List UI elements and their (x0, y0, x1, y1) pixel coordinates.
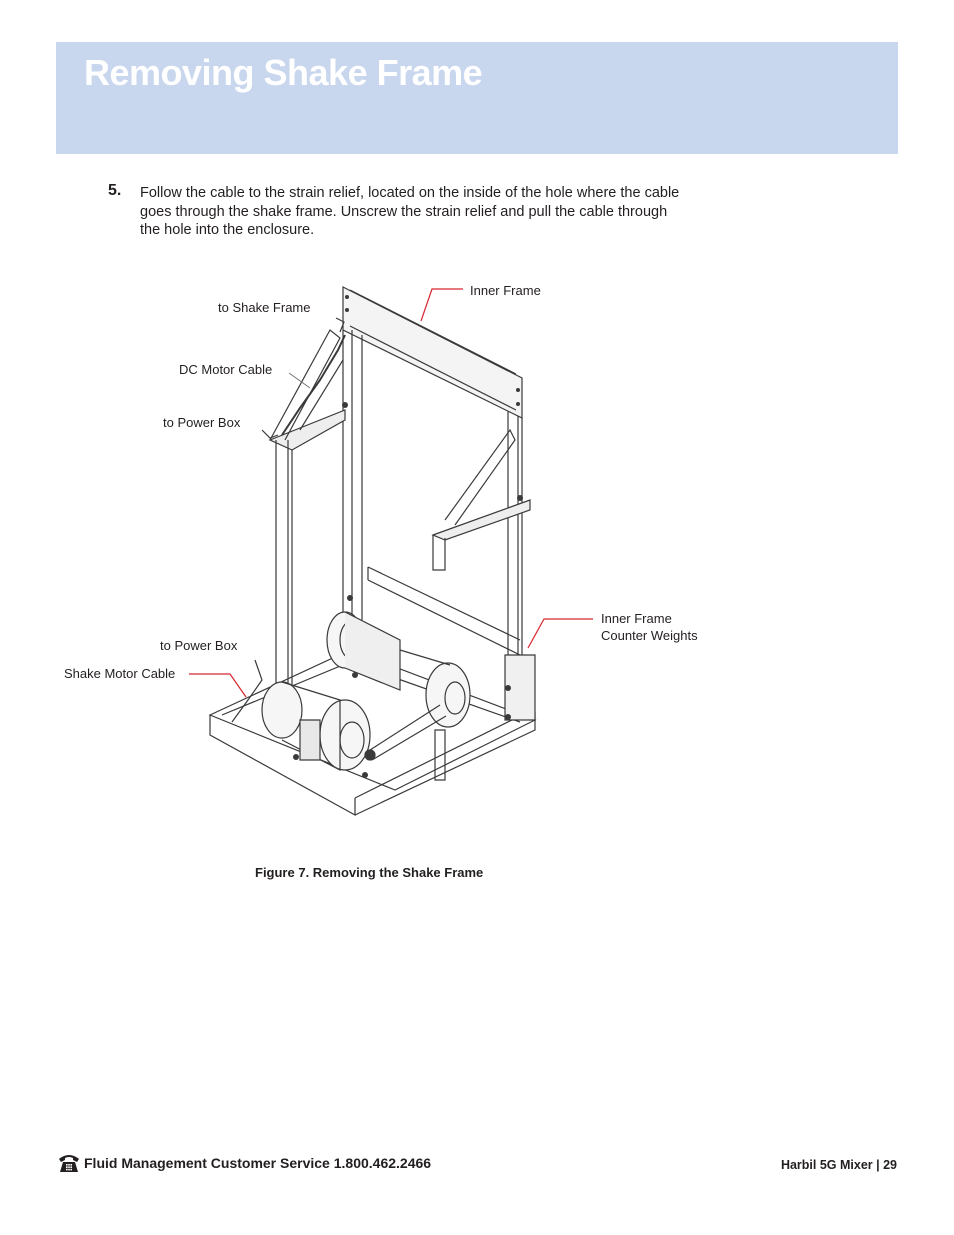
label-dc-motor-cable: DC Motor Cable (179, 362, 273, 377)
label-counter-weights-line2: Counter Weights (601, 628, 698, 643)
label-shake-motor-cable: Shake Motor Cable (64, 666, 176, 681)
page-title: Removing Shake Frame (84, 52, 483, 93)
label-counter-weights-line1: Inner Frame (601, 611, 672, 626)
page-label: Harbil 5G Mixer | 29 (780, 1158, 897, 1172)
step-text: Follow the cable to the strain relief, located on the inside of the hole where the cable goes through the shake frame. Unscrew the strain relief and pull the cable through the hole into the enclosure. (140, 185, 680, 238)
footer-customer-service (57, 1152, 431, 1174)
step-number: 5. (108, 182, 122, 199)
customer-service-text: Fluid Management Customer Service 1.800.462.2466 (84, 1155, 432, 1171)
label-inner-frame: Inner Frame (470, 283, 541, 298)
label-to-shake-frame: to Shake Frame (218, 300, 311, 315)
label-to-power-box-bottom: to Power Box (160, 638, 238, 653)
telephone-icon (57, 1152, 81, 1174)
figure-caption: Figure 7. Removing the Shake Frame (255, 865, 484, 880)
label-to-power-box-top: to Power Box (163, 415, 241, 430)
